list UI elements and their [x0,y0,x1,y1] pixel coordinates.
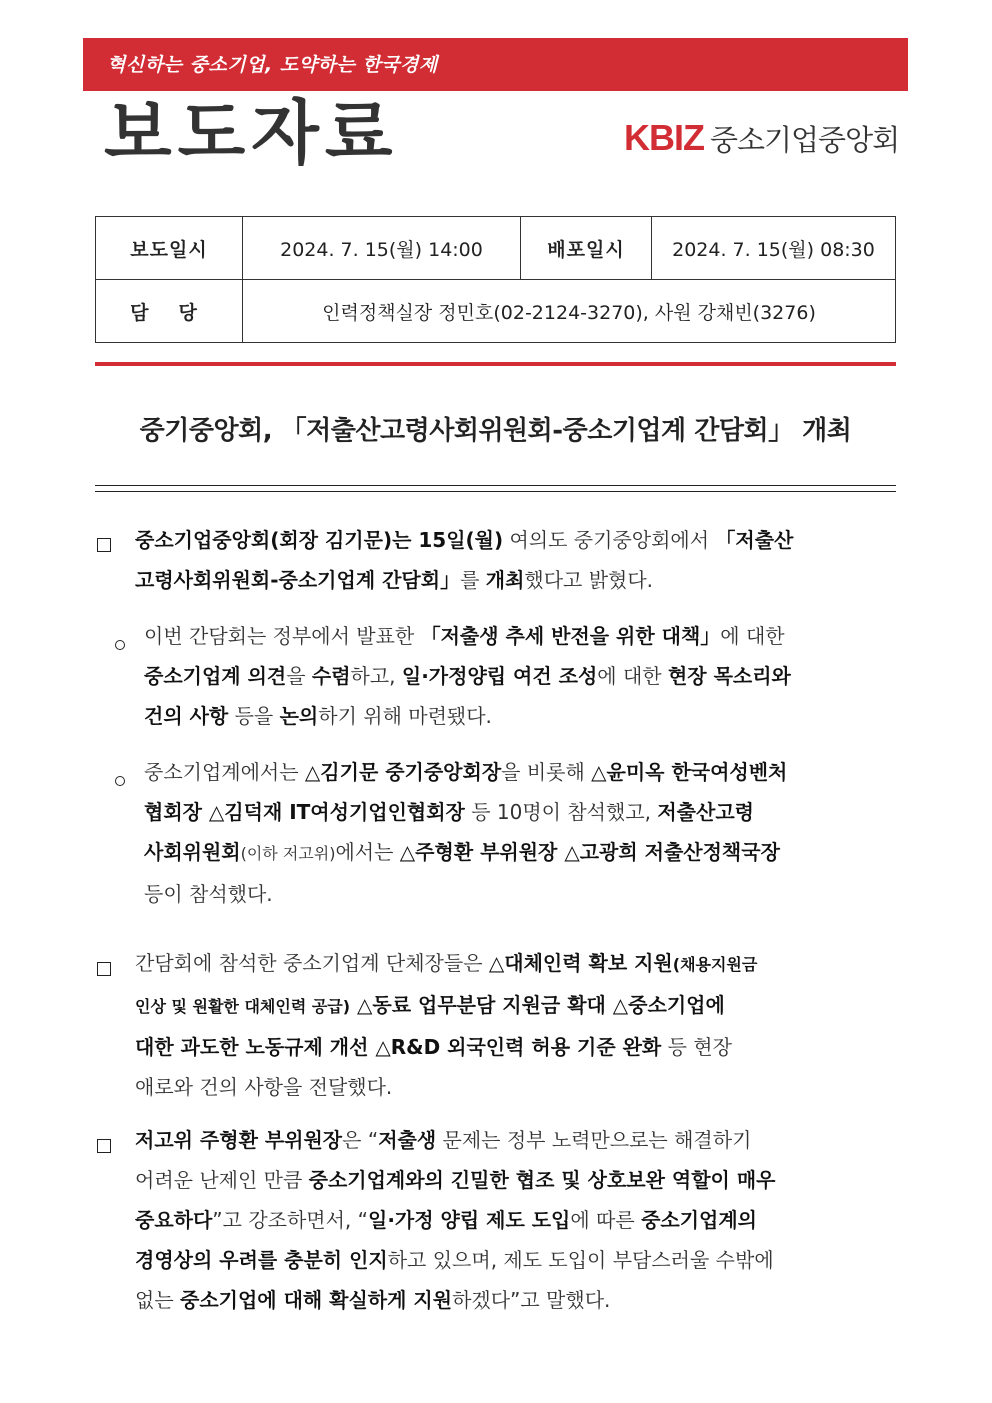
paragraph-3: 중소기업계에서는 △김기문 중기중앙회장을 비롯해 △윤미옥 한국여성벤처 협회장 △김덕재 IT여성기업인협회장 등 10명이 참석했고, 저출산고령 사회위원회(이하 저고위)에서는 △주형환 부위원장 △고광희 저출산정책국장 등이 참석했다. [144,760,788,906]
paragraph-1: 중소기업중앙회(회장 김기문)는 15일(월) 여의도 중기중앙회에서 「저출산 고령사회위원회-중소기업계 간담회」를 개최했다고 밝혔다. [135,528,794,592]
paragraph-2: 이번 간담회는 정부에서 발표한 「저출생 추세 반전을 위한 대책」에 대한 중소기업계 의견을 수렴하고, 일·가정양립 여건 조성에 대한 현장 목소리와 건의 사항 등을 논의하기 위해 마련됐다. [144,624,791,728]
red-divider [95,362,896,366]
square-bullet-icon [97,1134,111,1158]
contact-label: 담당 [96,280,243,343]
kbiz-logo [624,114,899,162]
distribute-date-label: 배포일시 [521,217,652,280]
contact-value: 인력정책실장 정민호(02-2124-3270), 사원 강채빈(3276) [243,280,896,343]
logo-mark: KBIZ [624,117,704,158]
top-banner [83,38,908,91]
report-date-value: 2024. 7. 15(월) 14:00 [243,217,521,280]
distribute-date-value: 2024. 7. 15(월) 08:30 [652,217,896,280]
release-info-table [95,216,896,343]
paragraph-5: 저고위 주형환 부위원장은 “저출생 문제는 정부 노력만으로는 해결하기 어려운 난제인 만큼 중소기업계와의 긴밀한 협조 및 상호보완 역할이 매우 중요하다”고 강조하면서, “일·가정 양립 제도 도입에 따른 중소기업계의 경영상의 우려를 충분히 인지하고 있으며, 제도 도입이 부담스러울 수밖에 없는 중소기업에 대해 확실하게 지원하겠다”고 말했다. [135,1128,776,1312]
paragraph-4: 간담회에 참석한 중소기업계 단체장들은 △대체인력 확보 지원(채용지원금 인상 및 원활한 대체인력 공급) △동료 업무분담 지원금 확대 △중소기업에 대한 과도한 노동규제 개선 △R&D 외국인력 허용 기준 완화 등 현장 애로와 건의 사항을 전달했다. [135,951,758,1099]
circle-bullet-icon [115,631,125,655]
square-bullet-icon [97,533,111,557]
double-divider [95,485,896,492]
circle-bullet-icon [115,767,125,791]
headline: 중기중앙회, 「저출산고령사회위원회-중소기업계 간담회」 개최 [139,416,852,446]
logo-name: 중소기업중앙회 [710,122,900,157]
banner-slogan: 혁신하는 중소기업, 도약하는 한국경제 [107,54,438,76]
square-bullet-icon [97,957,111,981]
report-date-label: 보도일시 [96,217,243,280]
doc-type-title: 보도자료 [104,92,399,174]
